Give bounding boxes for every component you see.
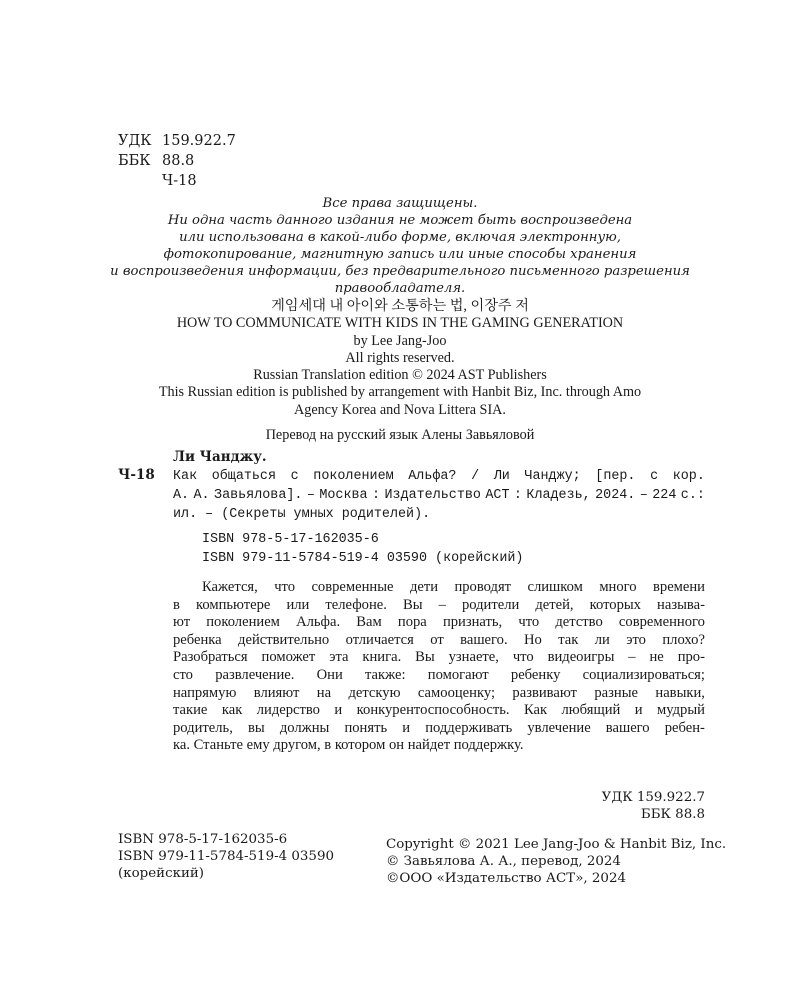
cutter-code: Ч-18 xyxy=(162,173,197,189)
word: Разобраться xyxy=(173,649,248,666)
word: Как xyxy=(523,702,548,719)
all-rights: All rights reserved. xyxy=(345,349,455,366)
word: узнаете, xyxy=(448,649,499,666)
word: эта xyxy=(329,649,349,666)
word: слишком xyxy=(527,579,583,595)
word: – xyxy=(306,488,315,503)
word: : xyxy=(513,488,522,503)
word: что xyxy=(518,614,540,631)
word: Ли xyxy=(493,469,510,484)
translation-edition: Russian Translation edition © 2024 AST Publishers xyxy=(253,367,547,384)
word: АСТ xyxy=(485,488,510,503)
word: вы xyxy=(247,719,265,736)
classification-block xyxy=(118,131,236,191)
word: / xyxy=(471,469,480,484)
udk-label: УДК xyxy=(118,133,152,149)
isbn-line: ISBN 979-11-5784-519-4 03590 xyxy=(118,849,334,864)
word: 224 xyxy=(652,488,677,503)
word: как xyxy=(221,702,243,719)
closing-bbk: ББК 88.8 xyxy=(640,807,705,822)
annotation-line xyxy=(173,667,705,685)
word: что xyxy=(274,579,296,595)
word: родители xyxy=(461,596,520,613)
word: называ- xyxy=(657,596,705,613)
word: с xyxy=(290,469,299,484)
bib-line: ил. – (Секреты умных родителей). xyxy=(173,507,431,522)
word: Кладезь, xyxy=(526,488,591,503)
word: Альфа. xyxy=(296,614,341,631)
word: про- xyxy=(677,649,705,666)
word: любящий xyxy=(561,702,621,719)
word: такие xyxy=(173,702,208,719)
word: ребенку xyxy=(510,666,561,683)
copyright-line: Copyright © 2021 Lee Jang-Joo & Hanbit Biz, Inc. xyxy=(386,837,727,852)
word: поддерживать xyxy=(425,719,513,736)
word: должны xyxy=(279,719,330,736)
word: понять xyxy=(344,719,388,736)
word: Альфа? xyxy=(408,469,457,484)
word: мудрый xyxy=(657,702,705,719)
word: детей, xyxy=(535,596,574,613)
word: Кажется, xyxy=(202,579,258,595)
word: кор. xyxy=(672,469,705,484)
word: конкурентоспособность. xyxy=(356,702,510,719)
word: компьютере xyxy=(195,596,271,613)
rights-line: фотокопирование, магнитную запись или иные способы хранения xyxy=(163,247,637,262)
isbn-line: ISBN 978-5-17-162035-6 xyxy=(118,832,288,847)
word: так xyxy=(558,631,579,648)
word: дети xyxy=(409,579,439,595)
word: ют xyxy=(173,614,191,631)
word: А. xyxy=(173,488,190,503)
word: видеоигры xyxy=(547,649,615,666)
word: влияют xyxy=(253,684,300,701)
bib-line xyxy=(173,467,705,486)
word: детство xyxy=(555,614,603,631)
udk-row xyxy=(118,131,236,151)
arrangement-line: Agency Korea and Nova Littera SIA. xyxy=(294,401,506,418)
word: действительно xyxy=(238,631,330,648)
word: сто xyxy=(173,666,193,683)
annotation-line xyxy=(173,597,705,615)
word: современного xyxy=(618,614,705,631)
annotation-line xyxy=(173,649,705,667)
word: Вы xyxy=(415,649,435,666)
closing-codes xyxy=(602,789,705,823)
word: с xyxy=(650,469,659,484)
word: времени xyxy=(653,579,705,595)
closing-udk: УДК 159.922.7 xyxy=(601,790,705,805)
isbn-line: ISBN 978-5-17-162035-6 xyxy=(202,532,379,547)
word: проводят xyxy=(454,579,512,595)
word: плохо? xyxy=(662,631,705,648)
word: которых xyxy=(589,596,641,613)
annotation-paragraph xyxy=(173,579,705,755)
word: Но xyxy=(524,631,542,648)
word: признать, xyxy=(442,614,503,631)
annotation-line xyxy=(173,614,705,632)
word: детскую xyxy=(348,684,401,701)
copyright-line: ©ООО «Издательство АСТ», 2024 xyxy=(386,871,626,886)
rights-line: Все права защищены. xyxy=(322,196,478,211)
word: телефоне. xyxy=(325,596,387,613)
word: ребен- xyxy=(664,719,705,736)
copyright-block xyxy=(386,836,726,887)
word: современные xyxy=(311,579,394,595)
word: отличается xyxy=(345,631,414,648)
rights-line: правообладателя. xyxy=(334,281,466,296)
word: [пер. xyxy=(595,469,636,484)
word: Чанджу; xyxy=(524,469,581,484)
annotation-line: ка. Станьте ему другом, в котором он найдет поддержку. xyxy=(173,737,524,754)
word: помогают xyxy=(427,666,489,683)
bib-line xyxy=(173,486,705,505)
bbk-label: ББК xyxy=(118,153,151,169)
word: – xyxy=(628,649,636,666)
bottom-isbn-block xyxy=(118,831,334,882)
word: на xyxy=(316,684,332,701)
arrangement-line: This Russian edition is published by arrangement with Hanbit Biz, Inc. through Amo xyxy=(158,384,642,401)
bbk-row xyxy=(118,151,236,171)
bib-cutter: Ч-18 xyxy=(118,467,155,483)
word: 2024. xyxy=(595,488,636,503)
word: напрямую xyxy=(173,684,237,701)
rights-line: Ни одна часть данного издания не может быть воспроизведена xyxy=(167,213,633,228)
rights-notice xyxy=(100,195,700,297)
annotation-line xyxy=(173,579,705,597)
credits-block xyxy=(100,298,700,444)
isbn-line: ISBN 979-11-5784-519-4 03590 (корейский) xyxy=(202,551,524,566)
word: самооценку; xyxy=(417,684,496,701)
word: развивают xyxy=(512,684,577,701)
copyright-line: © Завьялова А. А., перевод, 2024 xyxy=(386,854,621,869)
word: – xyxy=(639,488,648,503)
word: и xyxy=(402,719,411,736)
word: родитель, xyxy=(173,719,233,736)
translator-credit: Перевод на русский язык Алены Завьяловой xyxy=(265,427,535,444)
word: Они xyxy=(316,666,343,683)
annotation-line xyxy=(173,632,705,650)
author-heading: Ли Чанджу. xyxy=(173,449,267,465)
word: много xyxy=(599,579,637,595)
word: навыки, xyxy=(655,684,705,701)
word: Вам xyxy=(356,614,382,631)
annotation-line xyxy=(173,685,705,703)
word: что xyxy=(512,649,534,666)
word: пора xyxy=(397,614,427,631)
english-title: HOW TO COMMUNICATE WITH KIDS IN THE GAMING GENERATION xyxy=(176,315,624,332)
annotation-line xyxy=(173,702,705,720)
word: поколением xyxy=(313,469,394,484)
korean-title: 게임세대 내 아이와 소통하는 법, 이장주 저 xyxy=(271,298,529,314)
word: разные xyxy=(594,684,638,701)
bbk-value: 88.8 xyxy=(162,153,195,169)
word: Завьялова]. xyxy=(214,488,303,503)
udk-value: 159.922.7 xyxy=(162,133,236,149)
word: не xyxy=(649,649,664,666)
word: поможет xyxy=(261,649,316,666)
word: в xyxy=(173,596,180,613)
word: лидерство xyxy=(256,702,320,719)
word: это xyxy=(626,631,646,648)
word: социализироваться; xyxy=(582,666,705,683)
word: и xyxy=(634,702,643,719)
word: вашего. xyxy=(460,631,508,648)
word: развлечение. xyxy=(215,666,295,683)
word: поколением xyxy=(206,614,280,631)
word: Москва xyxy=(319,488,368,503)
word: Вы xyxy=(402,596,423,613)
word: ли xyxy=(594,631,610,648)
word: от xyxy=(430,631,444,648)
rights-line: или использована в какой-либо форме, включая электронную, xyxy=(179,230,621,245)
word: ребенка xyxy=(173,631,222,648)
cutter-row xyxy=(118,171,236,191)
bibliographic-description xyxy=(173,467,705,524)
word: увлечение xyxy=(527,719,591,736)
word: вашего xyxy=(605,719,650,736)
word: с.: xyxy=(680,488,705,503)
word: А. xyxy=(193,488,210,503)
word: Издательство xyxy=(384,488,481,503)
word: общаться xyxy=(211,469,277,484)
word: или xyxy=(286,596,310,613)
isbn-line: (корейский) xyxy=(118,866,205,881)
word: – xyxy=(438,596,446,613)
word: Как xyxy=(173,469,198,484)
by-line: by Lee Jang-Joo xyxy=(353,332,447,349)
isbn-block xyxy=(202,530,523,568)
rights-line: и воспроизведения информации, без предварительного письменного разрешения xyxy=(110,264,690,279)
word: : xyxy=(372,488,381,503)
word: и xyxy=(334,702,343,719)
word: книга. xyxy=(362,649,402,666)
word: также: xyxy=(365,666,406,683)
annotation-line xyxy=(173,720,705,738)
